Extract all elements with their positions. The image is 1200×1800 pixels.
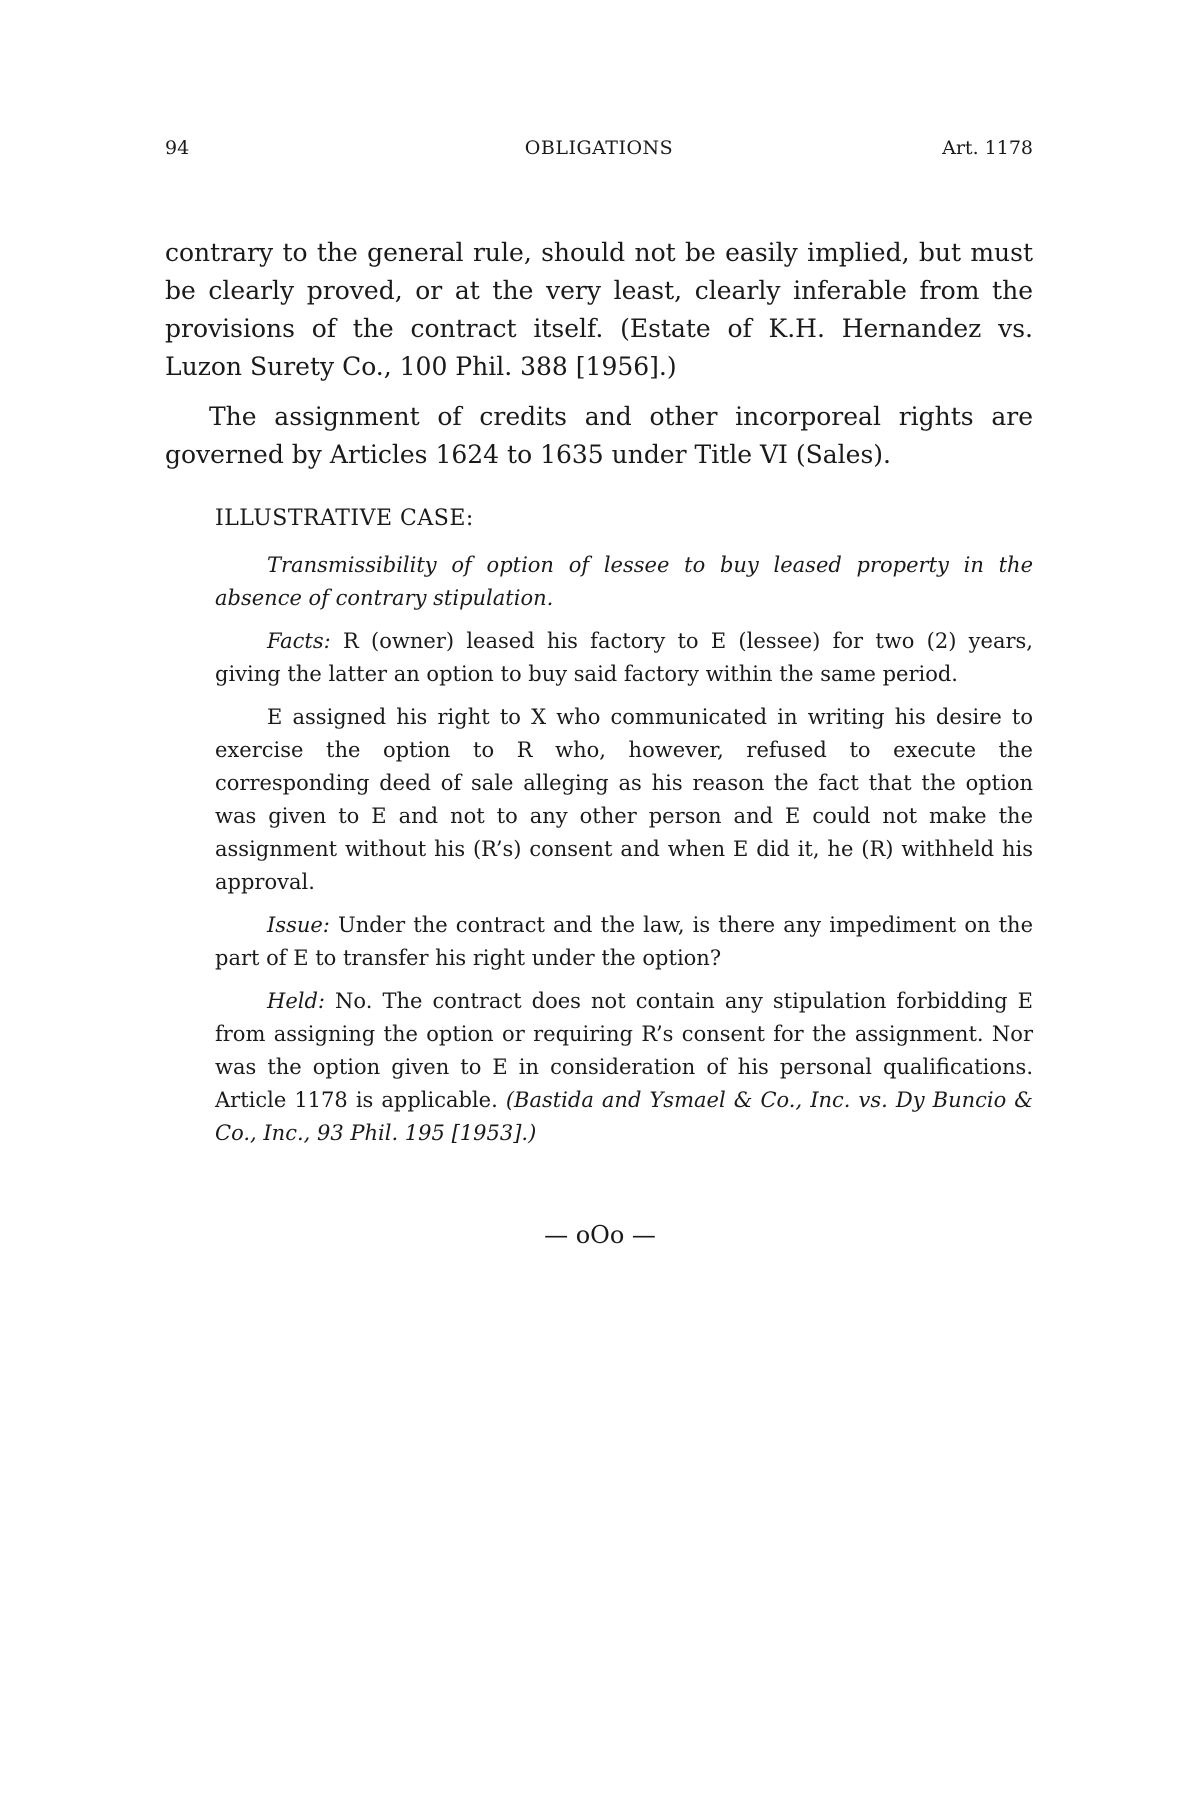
issue-text: Under the contract and the law, is there any impediment on the part of E to transfer his right under the option? (215, 913, 1033, 970)
held-citation: (Bastida and Ysmael & Co., Inc. vs. Dy Buncio & Co., Inc., 93 Phil. 195 [1953].) (215, 1088, 1033, 1145)
facts-text: R (owner) leased his factory to E (lessee) for two (2) years, giving the latter an option to buy said factory within the same period. (215, 629, 1033, 686)
case-issue (215, 909, 1033, 975)
case-facts (215, 625, 1033, 691)
case-heading: ILLUSTRATIVE CASE: (215, 506, 474, 531)
issue-label: Issue: (267, 913, 330, 937)
illustrative-case (215, 502, 1033, 1160)
article-reference: Art. 1178 (942, 137, 1033, 159)
case-held (215, 985, 1033, 1150)
main-text (165, 234, 1033, 474)
page-number: 94 (165, 137, 190, 159)
running-header (165, 137, 1033, 167)
continued-paragraph: contrary to the general rule, should not be easily implied, but must be clearly proved, or at the very least, clearly inferable from the provisions of the contract itself. (Estate of K.H. Hernandez vs. Luzon Surety Co., 100 Phil. 388 [1956].) (165, 238, 1033, 381)
chapter-title: OBLIGATIONS (524, 137, 674, 159)
section-end-mark: — oOo — (544, 1221, 656, 1249)
assignment-paragraph: The assignment of credits and other incorporeal rights are governed by Articles 1624 to 1635 under Title VI (Sales). (165, 402, 1033, 469)
held-text: No. The contract does not contain any stipulation forbidding E from assigning the option or requiring R’s consent for the assignment. Nor was the option given to E in consideration of his personal qualifications. Article 1178 is applicable. (215, 989, 1033, 1112)
held-label: Held: (267, 989, 325, 1013)
case-facts-continued: E assigned his right to X who communicated in writing his desire to exercise the option to R who, however, refused to execute the corresponding deed of sale alleging as his reason the fact that the option was given to E and not to any other person and E could not make the assignment without his (R’s) consent and when E did it, he (R) withheld his approval. (215, 705, 1033, 894)
case-topic: Transmissibility of option of lessee to buy leased property in the absence of contrary stipulation. (215, 553, 1033, 610)
facts-label: Facts: (267, 629, 331, 653)
